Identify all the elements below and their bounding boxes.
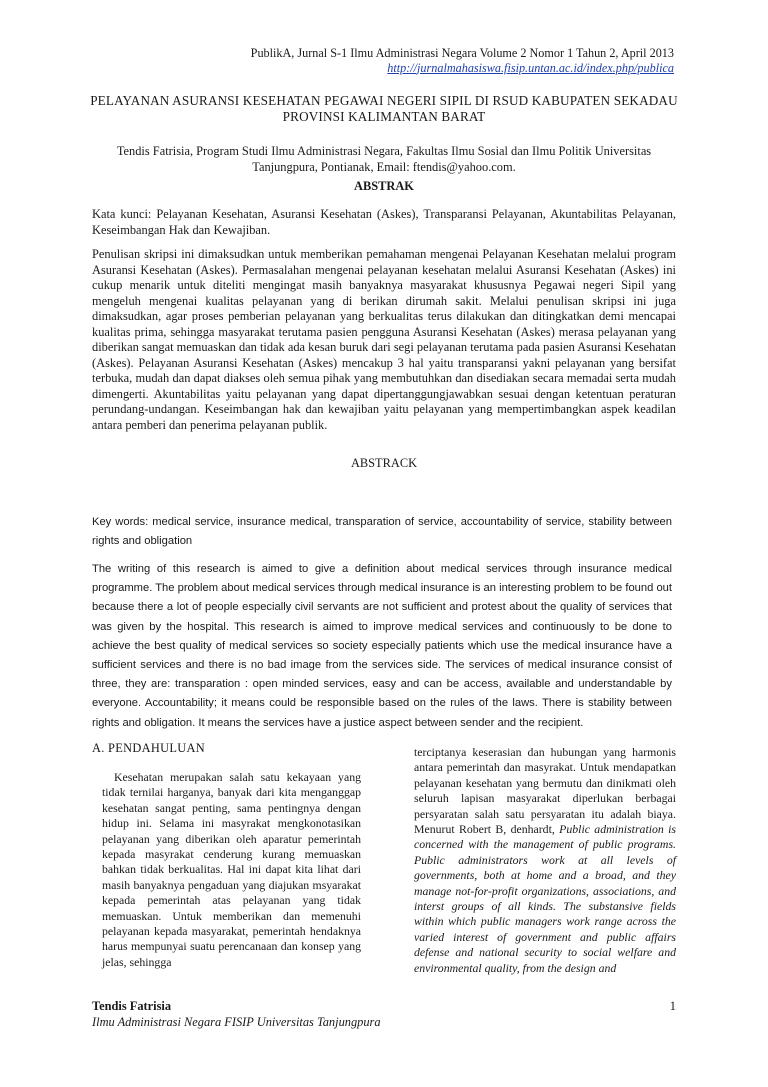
running-header	[140, 46, 674, 75]
abstrak-keywords: Kata kunci: Pelayanan Kesehatan, Asuransi Kesehatan (Askes), Transparansi Pelayanan, Akuntabilitas Pelayanan, Keseimbangan Hak dan Kewajiban.	[92, 207, 676, 237]
footer-author: Tendis Fatrisia	[92, 999, 172, 1013]
journal-info: PublikA, Jurnal S-1 Ilmu Administrasi Negara Volume 2 Nomor 1 Tahun 2, April 2013	[250, 46, 674, 60]
abstrack-keywords: Key words: medical service, insurance medical, transparation of service, accountability of service, stability between rights and obligation	[92, 516, 672, 548]
footer-affiliation: Ilmu Administrasi Negara FISIP Universitas Tanjungpura	[92, 1015, 381, 1029]
author-affiliation: Tendis Fatrisia, Program Studi Ilmu Administrasi Negara, Fakultas Ilmu Sosial dan Ilmu Politik Universitas Tanjungpura, Pontianak, Email: ftendis@yahoo.com.	[116, 144, 652, 174]
abstrak-body: Penulisan skripsi ini dimaksudkan untuk memberikan pemahaman mengenai Pelayanan Kesehatan melalui program Asuransi Kesehatan (Askes). Permasalahan mengenai pelayanan kesehatan melalui Asuransi Kesehatan (Askes) ini cukup menarik untuk diteliti mengingat masih banyaknya masyarakat khususnya Pegawai negeri Sipil yang mengeluh mengenai kualitas pelayanan yang di berikan dirumah sakit. Melalui penulisan skripsi ini juga dimaksudkan, agar proses pemberian pelayanan yang berkualitas terus dilakukan dan ditingkatkan demi mencapai kualitas prima, sehingga masyarakat terutama pasien pengguna Asuransi Kesehatan (Askes) merasa pelayanan yang diberikan sangat memuaskan dan tidak ada kesan buruk dari segi pelayanan terutama pada pasien Asuransi Kesehatan (Askes). Pelayanan Asuransi Kesehatan (Askes) mencakup 3 hal yaitu transparansi yakni pelayanan yang bersifat terbuka, mudah dan dapat diakses oleh semua pihak yang membutuhkan dan disediakan secara memadai serta mudah dimengerti. Akuntabilitas yaitu pelayanan yang dapat dipertanggungjawabkan sesuai dengan ketentuan peraturan perundang-undangan. Keseimbangan hak dan kewajiban yaitu pelayanan yang mempertimbangkan aspek keadilan antara pemberi dan penerima pelayanan publik.	[92, 247, 676, 432]
section-heading-pendahuluan: A. PENDAHULUAN	[92, 741, 205, 755]
paper-title: PELAYANAN ASURANSI KESEHATAN PEGAWAI NEGERI SIPIL DI RSUD KABUPATEN SEKADAU PROVINSI KALIMANTAN BARAT	[90, 93, 678, 124]
abstrak-heading: ABSTRAK	[354, 179, 414, 193]
right-column-quote: Public administration is concerned with the management of public programs. Public administrators work at all levels of governments, both at home and a broad, and they manage not-for-profit organizations, associations, and interst groups of all kinds. The substansive fields within which public managers work range across the varied interest of government and public affairs defense and national security to social welfare and environmental quality, from the design and	[414, 822, 677, 975]
intro-right-column	[414, 745, 676, 976]
intro-left-column: Kesehatan merupakan salah satu kekayaan yang tidak ternilai harganya, banyak dari kita menganggap kesehatan sangat penting, sama pentingnya dengan hidup ini. Selama ini masyrakat mengkonotasikan pelayanan yang diberikan oleh aparatur pemerintah kepada masyrakat cenderung kurang memuaskan bahkan tidak berkualitas. Hal ini dapat kita lihat dari masih banyaknya pengaduan yang diajukan msyarakat kepada pemerintah atas pelayanan yang tidak memuaskan. Untuk memberikan dan memenuhi pelayanan kepada masyarakat, pemerintah hendaknya harus mempunyai suatu perencanaan dan konsep yang jelas, sehingga	[102, 770, 361, 969]
right-column-plain-text: terciptanya keserasian dan hubungan yang harmonis antara pemerintah dan masyrakat. Untuk mendapatkan pelayanan kesehatan yang bermutu dan dinikmati oleh seluruh lapisan masyarakat diperlukan berbagai persyaratan salah satu persyaratan itu adalah biaya. Menurut Robert B, denhardt,	[414, 745, 676, 837]
abstrack-heading: ABSTRACK	[350, 456, 418, 470]
journal-url-link[interactable]: http://jurnalmahasiswa.fisip.untan.ac.id/index.php/publica	[387, 60, 674, 75]
abstrack-body: The writing of this research is aimed to give a definition about medical services through insurance medical programme. The problem about medical services through medical insurance is an interesting problem to be found out because there a lot of people especially civil servants are not sufficient and protest about the quality of services that was given by the hospital. This research is aimed to improve medical services and continuously to be done to achieve the best quality of medical services so society especially patients which use the medical insurance have a sufficient services and there is no bad image from the services side. The services of medical insurance consist of three, they are: transparation : open minded services, easy and can be access, available and understandable by everyone. Accountability; it means could be responsible based on the rules of the laws. There is stability between rights and obligation. It means the services have a justice aspect between sender and the recipient.	[92, 563, 672, 729]
page-number: 1	[669, 999, 676, 1013]
